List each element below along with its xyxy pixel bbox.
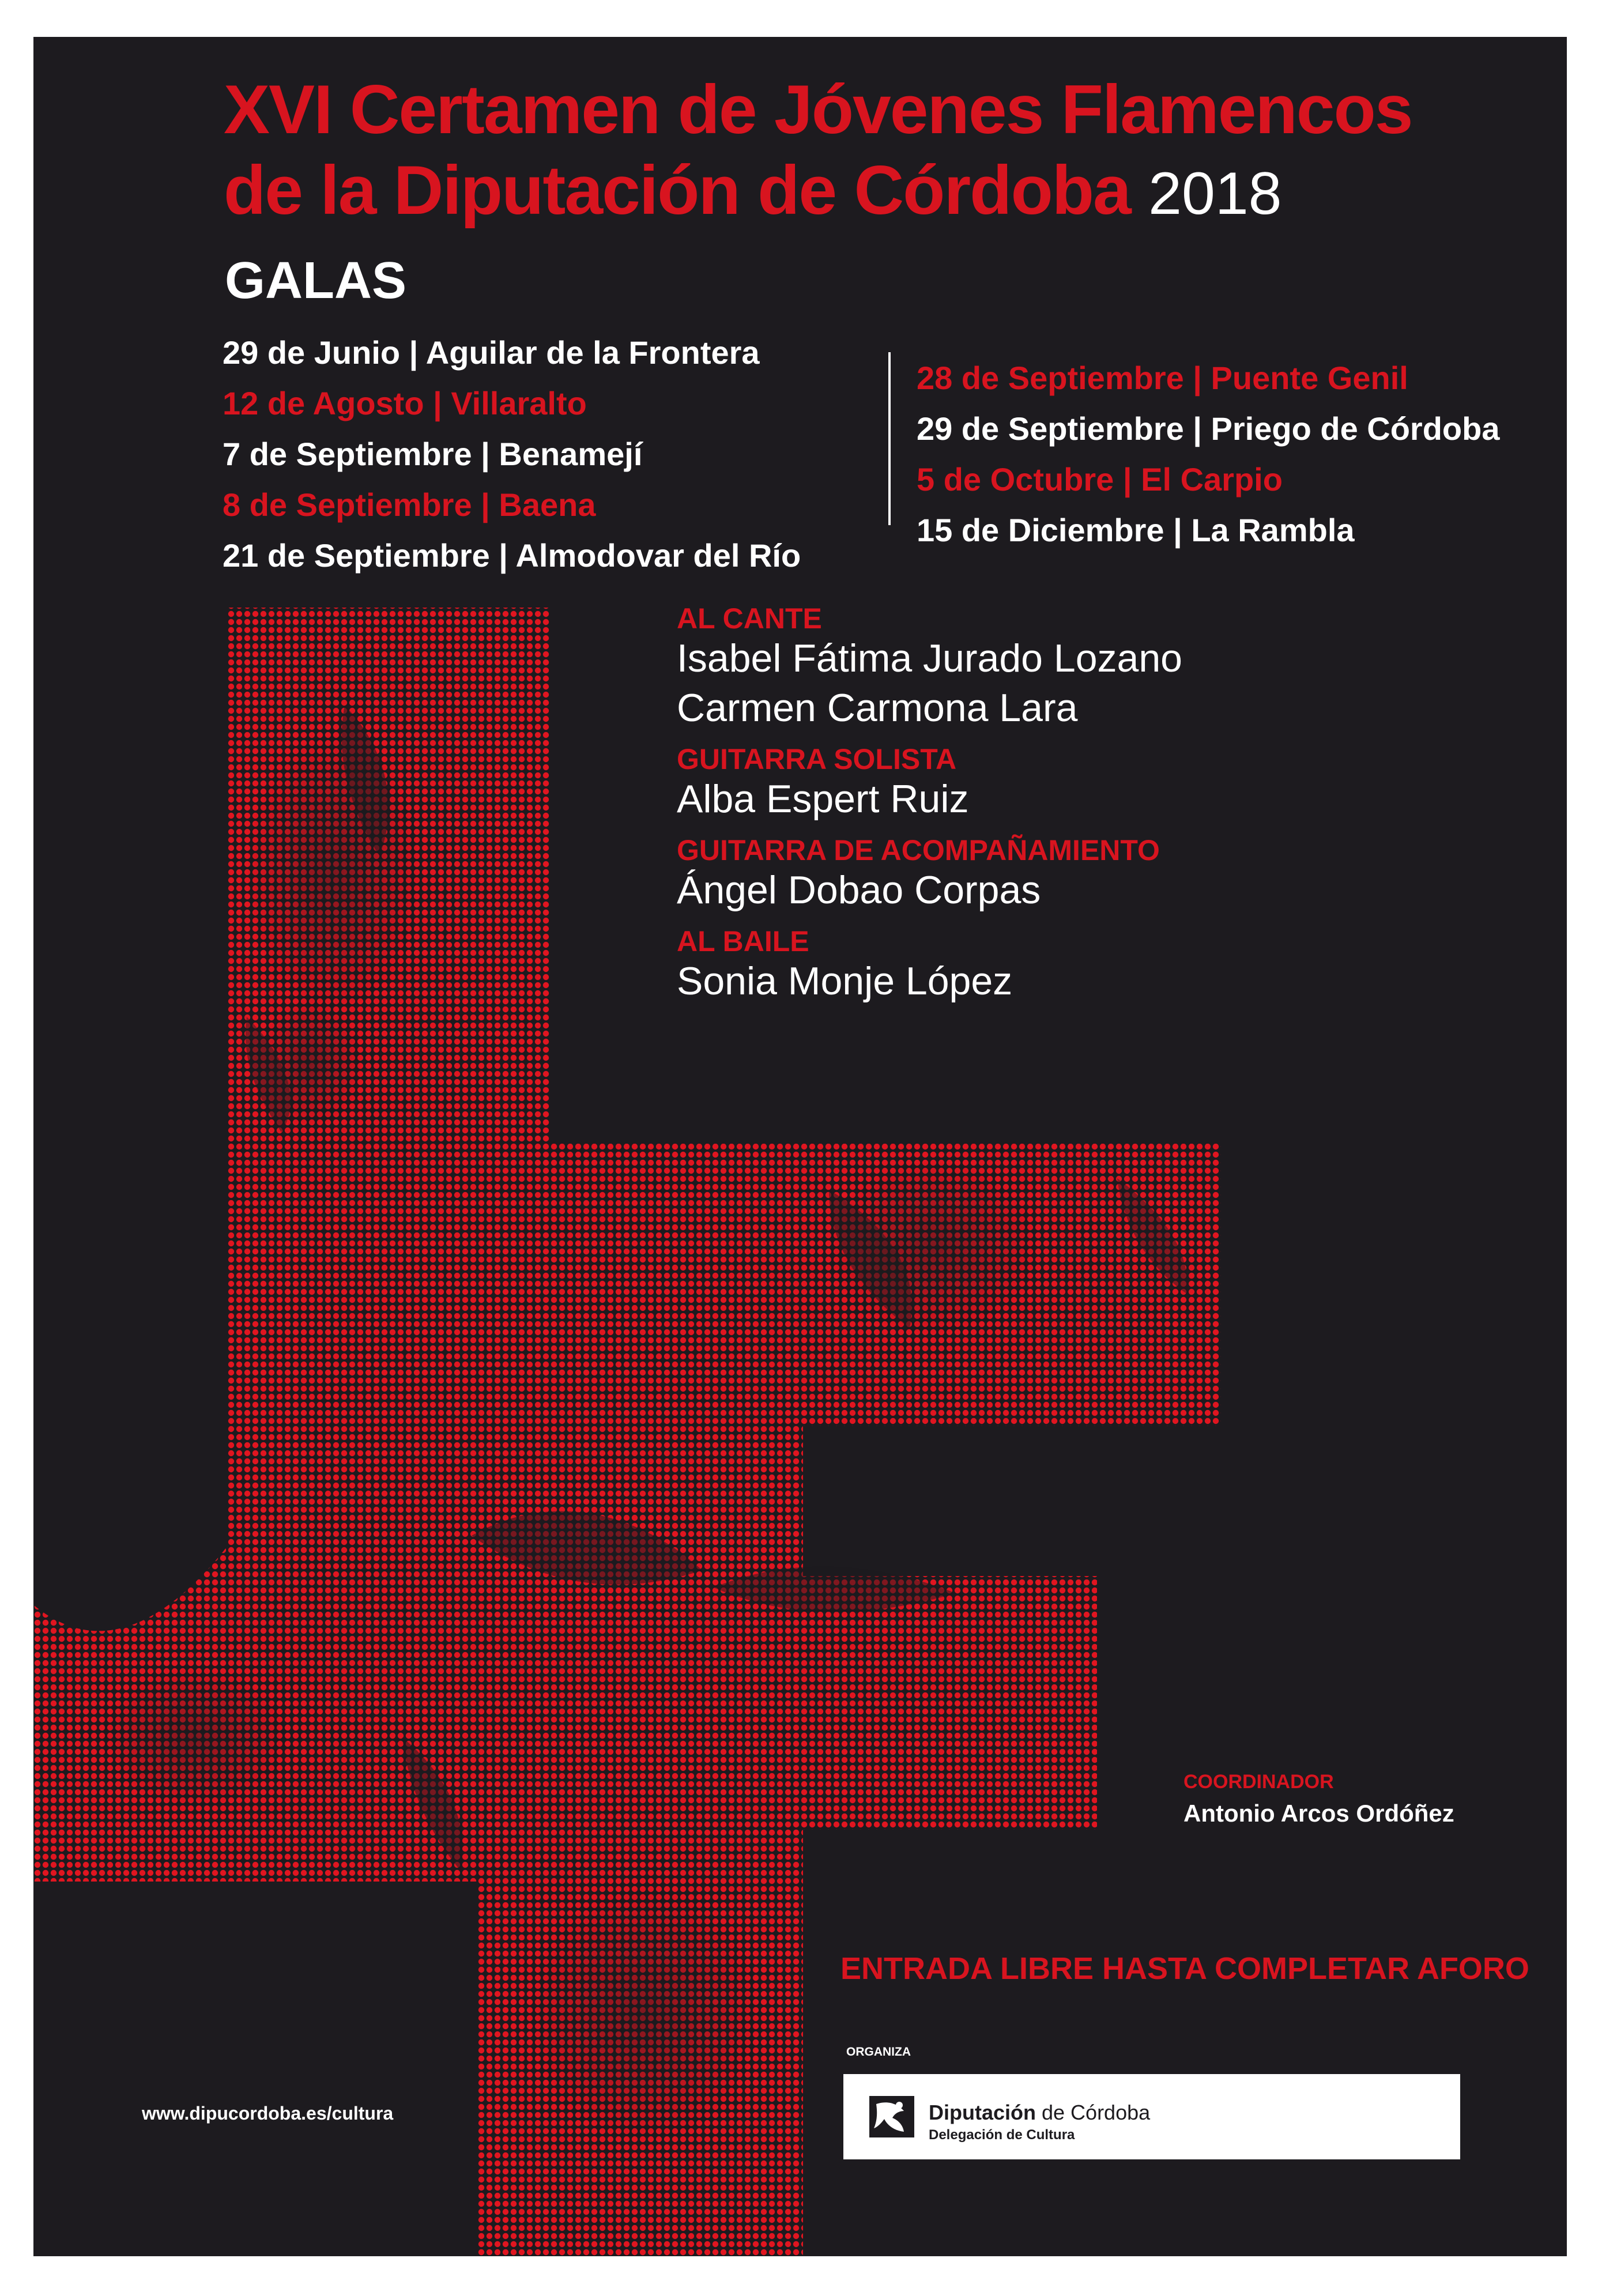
winner-name: Isabel Fátima Jurado Lozano bbox=[677, 636, 1182, 680]
title-line-1: XVI Certamen de Jóvenes Flamencos bbox=[224, 71, 1412, 148]
winner-name: Sonia Monje López bbox=[677, 959, 1013, 1003]
title-line-2 bbox=[224, 152, 1282, 229]
gala-date-item: 5 de Octubre | El Carpio bbox=[917, 461, 1283, 497]
organizer-name-bold: Diputación bbox=[929, 2101, 1036, 2124]
winner-name: Carmen Carmona Lara bbox=[677, 686, 1078, 730]
organizer-name bbox=[929, 2101, 1150, 2125]
website-link[interactable]: www.dipucordoba.es/cultura bbox=[142, 2103, 394, 2124]
organizer-logo-box bbox=[843, 2074, 1460, 2159]
winner-category: AL CANTE bbox=[677, 602, 822, 635]
dates-divider bbox=[888, 352, 891, 525]
gala-date-item: 7 de Septiembre | Benamejí bbox=[223, 436, 643, 472]
winner-name: Alba Espert Ruiz bbox=[677, 777, 969, 821]
coordinator-name: Antonio Arcos Ordóñez bbox=[1183, 1800, 1454, 1827]
winner-category: AL BAILE bbox=[677, 925, 809, 957]
gala-date-item: 21 de Septiembre | Almodovar del Río bbox=[223, 537, 801, 574]
title-year: 2018 bbox=[1148, 160, 1282, 227]
winner-category: GUITARRA SOLISTA bbox=[677, 743, 957, 775]
gala-date-item: 12 de Agosto | Villaralto bbox=[223, 385, 587, 421]
galas-heading: GALAS bbox=[225, 252, 406, 310]
gala-date-item: 28 de Septiembre | Puente Genil bbox=[917, 360, 1408, 396]
gala-date-item: 8 de Septiembre | Baena bbox=[223, 487, 596, 523]
gala-date-item: 29 de Septiembre | Priego de Córdoba bbox=[917, 410, 1500, 447]
poster bbox=[33, 37, 1567, 2256]
organizer-name-rest: de Córdoba bbox=[1036, 2101, 1151, 2124]
diputacion-logo-icon bbox=[864, 2090, 920, 2143]
gala-date-item: 29 de Junio | Aguilar de la Frontera bbox=[223, 334, 760, 371]
title-line-2-text: de la Diputación de Córdoba bbox=[224, 152, 1130, 229]
organizer-subtitle: Delegación de Cultura bbox=[929, 2127, 1075, 2143]
winner-name: Ángel Dobao Corpas bbox=[677, 868, 1041, 912]
organiza-label: ORGANIZA bbox=[846, 2045, 911, 2059]
entry-notice: ENTRADA LIBRE HASTA COMPLETAR AFORO bbox=[840, 1951, 1529, 1986]
coordinator-label: COORDINADOR bbox=[1183, 1771, 1334, 1793]
gala-date-item: 15 de Diciembre | La Rambla bbox=[917, 512, 1355, 548]
winner-category: GUITARRA DE ACOMPAÑAMIENTO bbox=[677, 834, 1160, 866]
